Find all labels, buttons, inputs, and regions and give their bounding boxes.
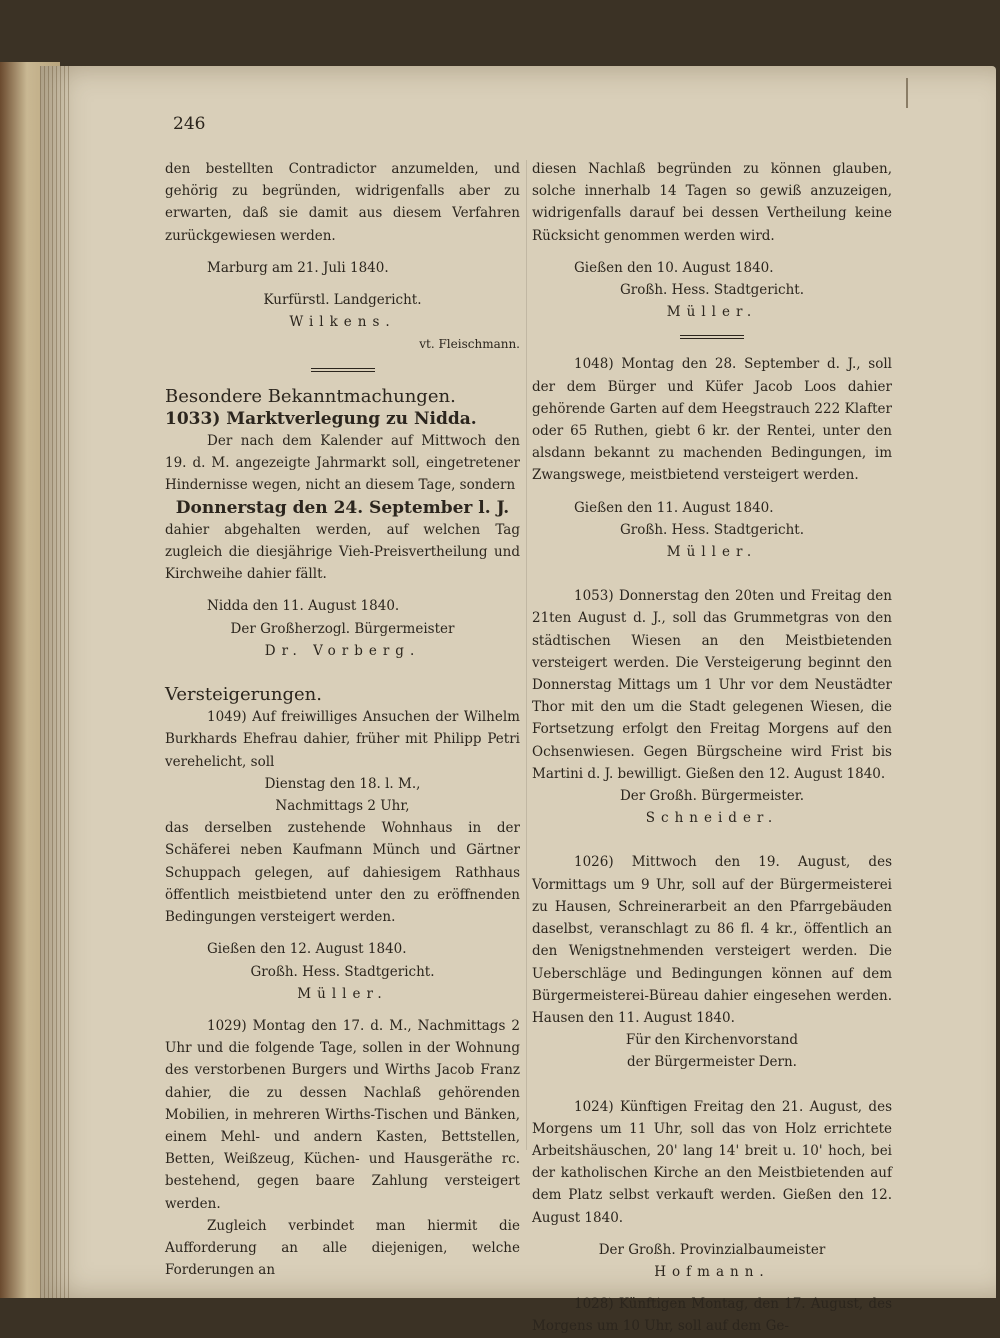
column-divider xyxy=(526,160,527,1150)
notice-1049-text: 1049) Auf freiwilliges Ansuchen der Wilhelm Burkhards Ehefrau dahier, früher mit Philipp Petri verehelicht, soll xyxy=(165,709,520,770)
date-line: Gießen den 10. August 1840. xyxy=(574,259,774,276)
notice-1049-text-2: das derselben zustehende Wohnhaus in der Schäferei neben Kaufmann Münch und Gärtner Schuppach gelegen, auf dahiesigem Rathhaus öffentlich meistbietend unter den zu eröffnenden Bedingungen versteigert werden. xyxy=(165,820,520,926)
notice-1048-date: Gießen den 11. August 1840. xyxy=(574,499,774,516)
notice-1024-text: 1024) Künftigen Freitag den 21. August, des Morgens um 11 Uhr, soll das von Holz errichtete Arbeitshäuschen, 20' lang 14' breit u. 10' hoch, bei der katholischen Kirche an den Meistbietenden auf dem Platz selbst verkauft werden. Gießen den 12. August 1840. xyxy=(532,1098,892,1226)
notice-1033-signer: Der Großherzogl. Bürgermeister xyxy=(230,620,455,637)
left-column xyxy=(165,158,520,1281)
notice-1026-signer: Für den Kirchenvorstand xyxy=(625,1032,799,1049)
right-column xyxy=(532,158,892,1338)
notice-1053-text: 1053) Donnerstag den 20ten und Freitag den 21ten August d. J., soll das Grummetgras von den städtischen Wiesen an den Meistbietenden versteigert werden. Die Versteigerung beginnt den Donnerstag Mittags um 1 Uhr vor dem Neustädter Thor mit den um die Stadt gelegenen Wiesen, die Fortsetzung erfolgt den Freitag Morgens auf den Ochsenwiesen. Gegen Bürgscheine wird Frist bis Martini d. J. bewilligt. Gießen den 12. August 1840. xyxy=(532,588,892,782)
margin-mark xyxy=(906,78,908,108)
signature-court: Großh. Hess. Stadtgericht. xyxy=(619,282,805,299)
section-title-auctions: Versteigerungen. xyxy=(165,684,322,706)
notice-1029-text-2: Zugleich verbindet man hiermit die Aufforderung an alle diejenigen, welche Forderungen an xyxy=(165,1217,520,1279)
paragraph: den bestellten Contradictor anzumelden, und gehörig zu begründen, widrigenfalls aber zu erwarten, daß sie damit aus diesem Verfahren zurückgewiesen werden. xyxy=(165,161,520,244)
notice-1048-signer: Großh. Hess. Stadtgericht. xyxy=(619,521,805,538)
section-title-announcements: Besondere Bekanntmachungen. xyxy=(165,385,456,407)
notice-1033-signer-name: Dr. Vorberg. xyxy=(264,642,421,659)
notice-1033-text: Der nach dem Kalender auf Mittwoch den 19. d. M. angezeigte Jahrmarkt soll, eingetretener Hindernisse wegen, nicht an diesem Tage, sondern xyxy=(165,433,520,494)
notice-1026-signer-name: der Bürgermeister Dern. xyxy=(627,1054,797,1071)
notice-1028-text: 1028) Künftigen Montag, den 17. August, des Morgens um 10 Uhr, soll auf dem Ge- xyxy=(532,1296,892,1335)
page-gutter xyxy=(40,66,70,1298)
notice-1049-date-line: Dienstag den 18. l. M., xyxy=(264,775,421,792)
notice-1049-time-line: Nachmittags 2 Uhr, xyxy=(275,798,410,815)
signature-name: Wilkens. xyxy=(289,314,396,331)
notice-1024-signer: Der Großh. Provinzialbaumeister xyxy=(598,1241,826,1258)
notice-1033-date: Nidda den 11. August 1840. xyxy=(207,598,400,615)
notice-1049-signer: Großh. Hess. Stadtgericht. xyxy=(250,963,435,980)
notice-1048-signer-name: Müller. xyxy=(666,544,758,561)
notice-1033-date-bold: Donnerstag den 24. September l. J. xyxy=(175,497,510,518)
page-number: 246 xyxy=(173,114,206,134)
signature-name: Müller. xyxy=(666,304,758,321)
notice-1033-text-2: dahier abgehalten werden, auf welchen Tag zugleich die diesjährige Vieh-Preisvertheilung und Kirchweihe dahier fällt. xyxy=(165,521,520,583)
section-separator xyxy=(680,335,744,339)
notice-1024-signer-name: Hofmann. xyxy=(654,1263,770,1280)
signature-note: vt. Fleischmann. xyxy=(419,337,520,352)
signature-court: Kurfürstl. Landgericht. xyxy=(263,292,422,309)
date-line: Marburg am 21. Juli 1840. xyxy=(207,259,389,276)
notice-1053-signer: Der Großh. Bürgermeister. xyxy=(619,788,805,805)
paragraph: diesen Nachlaß begründen zu können glauben, solche innerhalb 14 Tagen so gewiß anzuzeigen, widrigenfalls darauf bei dessen Vertheilung keine Rücksicht genommen werden wird. xyxy=(532,161,892,244)
notice-1026-text: 1026) Mittwoch den 19. August, des Vormittags um 9 Uhr, soll auf der Bürgermeisterei zu Hausen, Schreinerarbeit an den Pfarrgebäuden daselbst, veranschlagt zu 86 fl. 4 kr., öffentlich an den Wenigstnehmenden versteigert werden. Die Ueberschläge und Bedingungen können auf dem Bürgermeisterei-Büreau dahier eingesehen werden. Hausen den 11. August 1840. xyxy=(532,854,892,1026)
notice-1033-title: 1033) Marktverlegung zu Nidda. xyxy=(165,408,477,429)
notice-1048-text: 1048) Montag den 28. September d. J., soll der dem Bürger und Küfer Jacob Loos dahier gehörende Garten auf dem Heegstrauch 222 Klafter oder 65 Ruthen, giebt 6 kr. der Rentei, unter den alsdann bekannt zu machenden Bedingungen, im Zwangswege, meistbietend versteigert werden. xyxy=(532,356,892,484)
notice-1049-signer-name: Müller. xyxy=(297,985,388,1002)
notice-1053-signer-name: Schneider. xyxy=(645,810,779,827)
notice-1029-text: 1029) Montag den 17. d. M., Nachmittags 2 Uhr und die folgende Tage, sollen in der Wohnung des verstorbenen Burgers und Wirths Jacob Franz dahier, die zu dessen Nachlaß gehörenden Mobilien, in mehreren Wirths-Tischen und Bänken, einem Mehl- und andern Kasten, Bettstellen, Betten, Weißzeug, Küchen- und Hausgeräthe rc. bestehend, gegen baare Zahlung versteigert werden. xyxy=(165,1017,520,1212)
notice-1049-date: Gießen den 12. August 1840. xyxy=(207,941,407,958)
section-separator xyxy=(311,368,375,372)
